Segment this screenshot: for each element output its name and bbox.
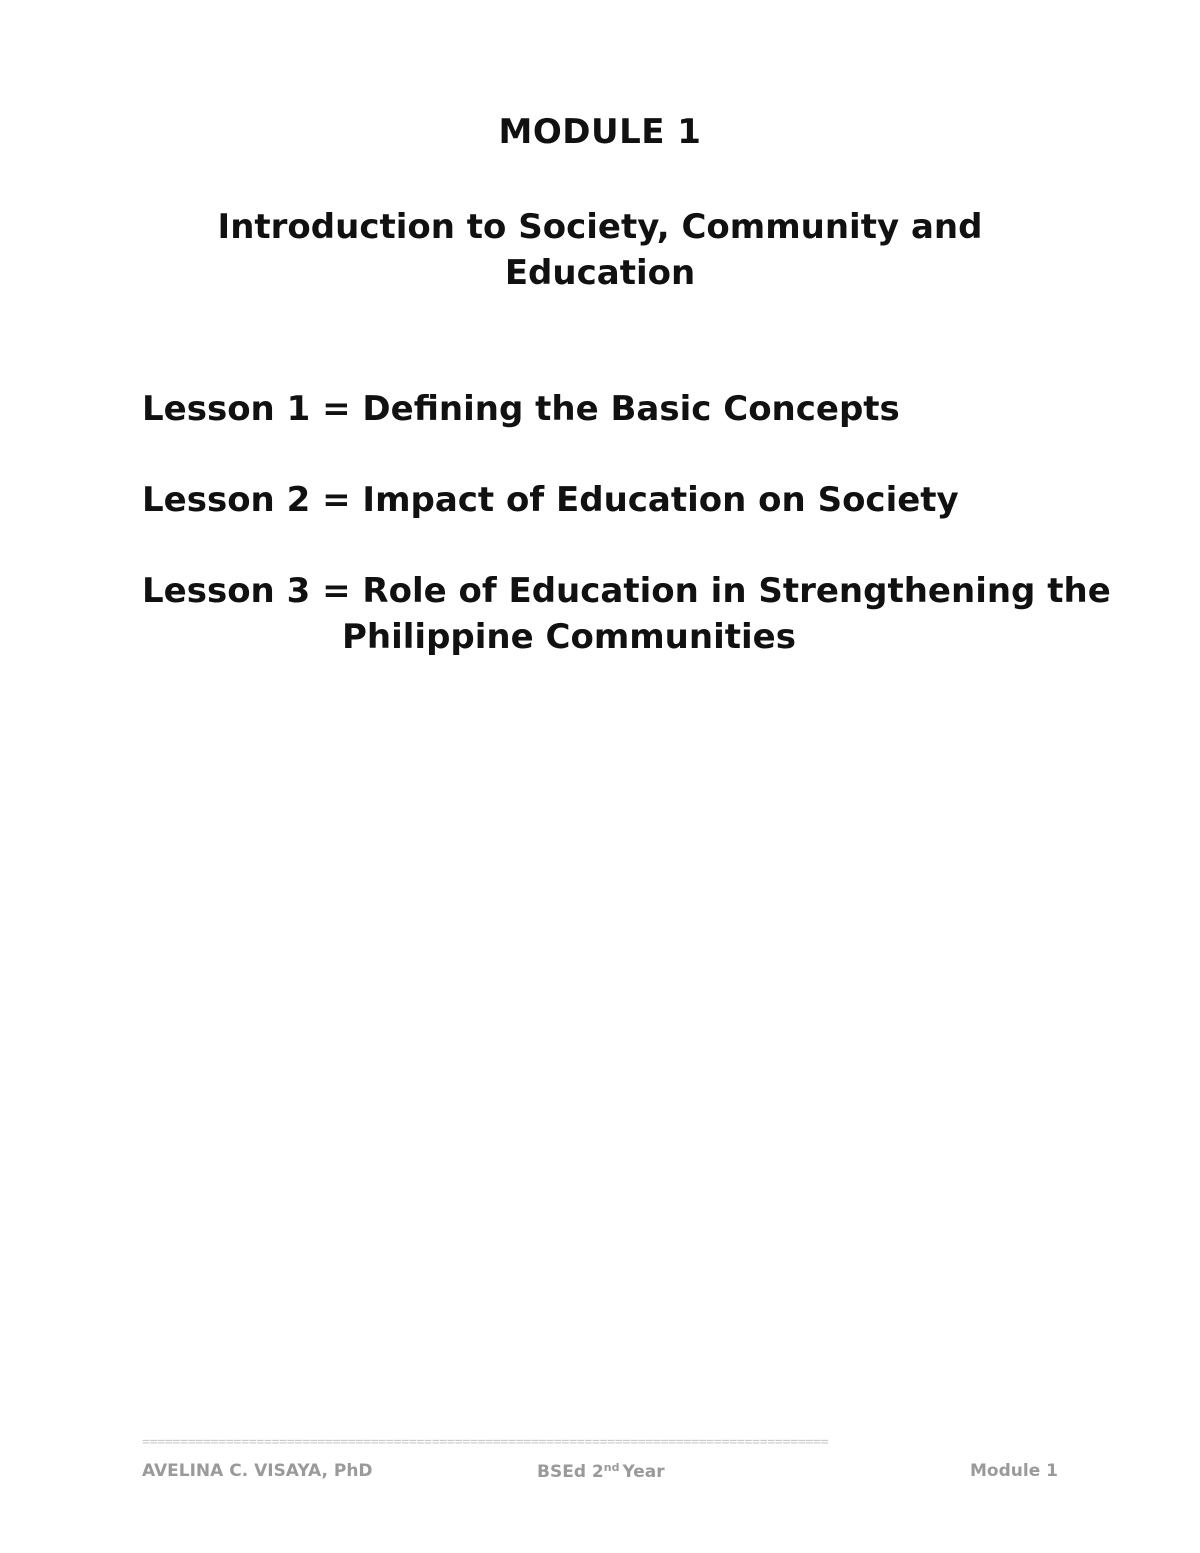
module-title: MODULE 1 bbox=[498, 112, 702, 152]
footer-course-suffix: Year bbox=[622, 1462, 665, 1482]
lesson-3-line-1: Lesson 3 = Role of Education in Strengthening the bbox=[142, 571, 1111, 611]
footer-course-prefix: BSEd 2 bbox=[537, 1462, 604, 1482]
lesson-3 bbox=[142, 568, 1111, 660]
module-subtitle bbox=[0, 204, 1200, 296]
module-subtitle-line-1: Introduction to Society, Community and bbox=[217, 207, 983, 247]
page-footer bbox=[142, 1461, 1058, 1485]
footer-author: AVELINA C. VISAYA, PhD bbox=[142, 1461, 373, 1481]
footer-module-label: Module 1 bbox=[970, 1461, 1058, 1481]
module-subtitle-line-2: Education bbox=[504, 253, 696, 293]
footer-course-ordinal: nd bbox=[603, 1461, 620, 1474]
footer-divider: ========================================================================================== bbox=[142, 1436, 829, 1450]
lesson-2: Lesson 2 = Impact of Education on Society bbox=[142, 480, 959, 520]
lesson-1: Lesson 1 = Defining the Basic Concepts bbox=[142, 389, 900, 429]
footer-course bbox=[537, 1461, 665, 1482]
lesson-3-line-2: Philippine Communities bbox=[342, 617, 796, 657]
